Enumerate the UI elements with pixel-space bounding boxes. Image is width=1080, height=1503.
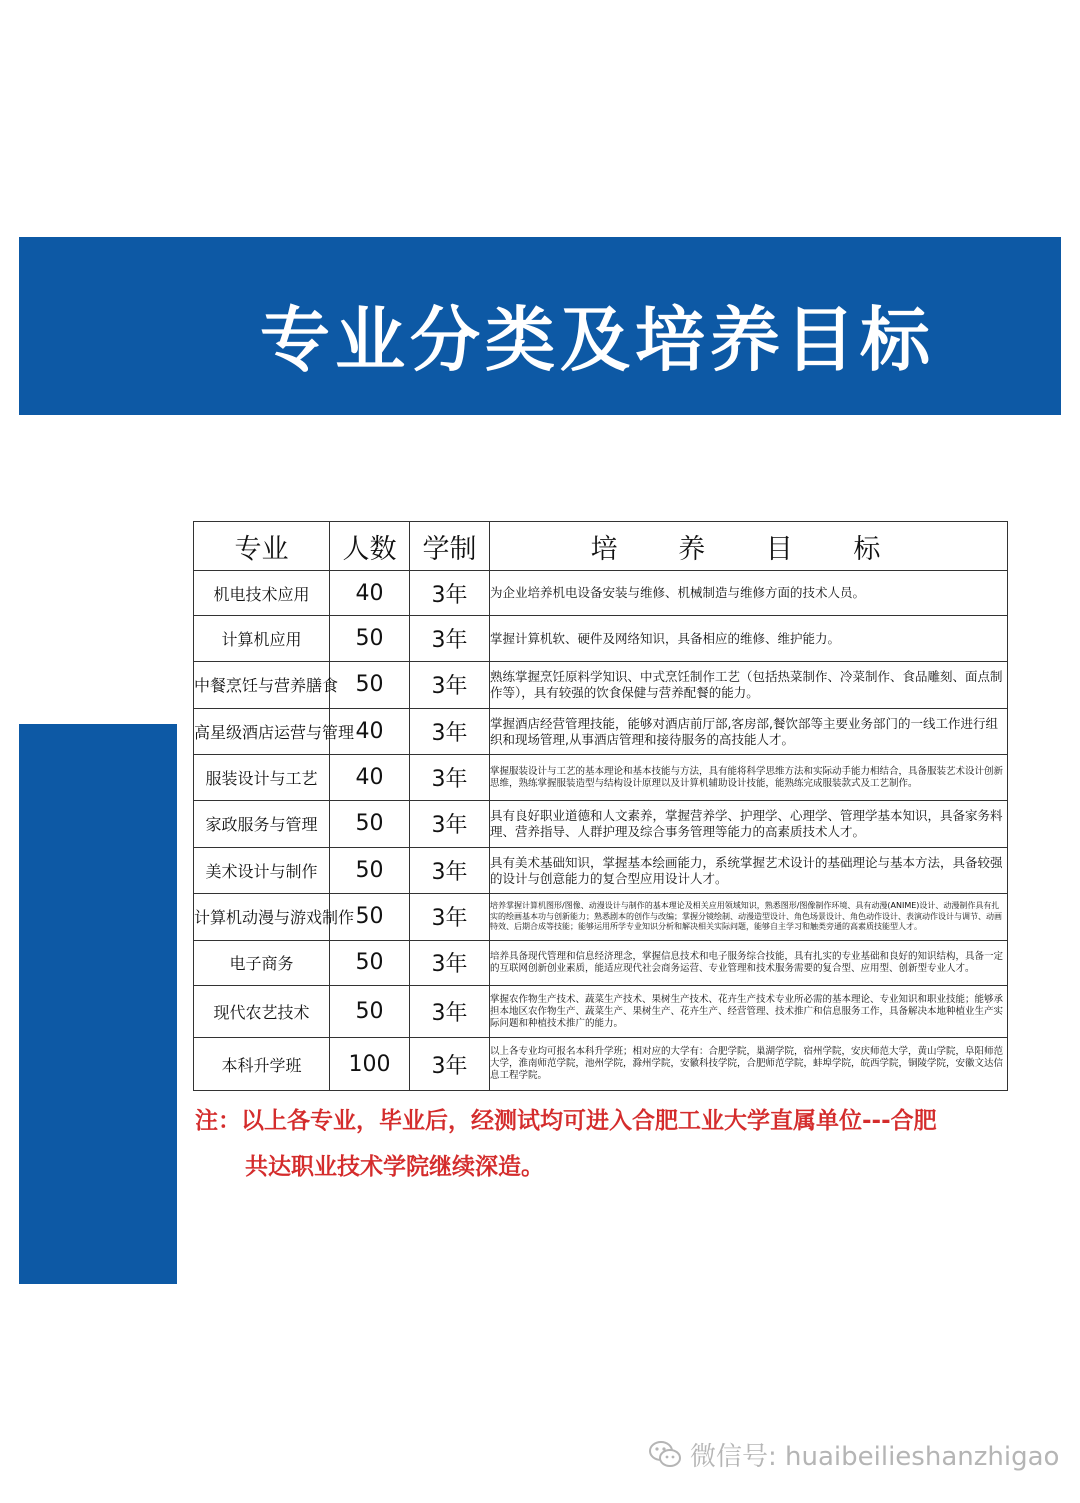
training-goal: 掌握服装设计与工艺的基本理论和基本技能与方法，具有能将科学思维方法和实际动手能力相结合，具备服装艺术设计创新思维，熟练掌握服装造型与结构设计原理以及计算机辅助设计技能，能熟练完成服装款式及工艺制作。 (490, 755, 1008, 800)
major-name: 计算机动漫与游戏制作 (194, 894, 330, 940)
study-years: 3年 (410, 571, 490, 616)
table-row (194, 800, 1008, 847)
training-goal: 掌握计算机软、硬件及网络知识，具备相应的维修、维护能力。 (490, 616, 1008, 661)
study-years: 3年 (410, 661, 490, 708)
student-count: 50 (330, 894, 410, 940)
study-years: 3年 (410, 708, 490, 755)
wechat-icon (648, 1439, 682, 1469)
study-years: 3年 (410, 616, 490, 661)
table-row (194, 708, 1008, 755)
major-name: 计算机应用 (194, 616, 330, 661)
major-name: 高星级酒店运营与管理 (194, 708, 330, 755)
header-major: 专业 (194, 522, 330, 571)
training-goal: 具有良好职业道德和人文素养，掌握营养学、护理学、心理学、管理学基本知识，具备家务料理、营养指导、人群护理及综合事务管理等能力的高素质技术人才。 (490, 800, 1008, 847)
table-row (194, 940, 1008, 985)
training-goal: 熟练掌握烹饪原料学知识、中式烹饪制作工艺（包括热菜制作、冷菜制作、食品雕刻、面点制作等），具有较强的饮食保健与营养配餐的能力。 (490, 661, 1008, 708)
major-name: 家政服务与管理 (194, 800, 330, 847)
page-title: 专业分类及培养目标 (260, 299, 935, 381)
training-goal: 具有美术基础知识，掌握基本绘画能力，系统掌握艺术设计的基础理论与基本方法，具备较强的设计与创意能力的复合型应用设计人才。 (490, 847, 1008, 894)
table-row (194, 755, 1008, 800)
study-years: 3年 (410, 1038, 490, 1091)
training-goal: 以上各专业均可报名本科升学班；相对应的大学有：合肥学院，巢湖学院，宿州学院，安庆师范大学，黄山学院，阜阳师范大学，淮南师范学院，池州学院，滁州学院，安徽科技学院，合肥师范学院，蚌埠学院，皖西学院，铜陵学院，安徽文达信息工程学院。 (490, 1038, 1008, 1091)
training-goal: 培养具备现代管理和信息经济理念，掌握信息技术和电子服务综合技能，具有扎实的专业基础和良好的知识结构，具备一定的互联网创新创业素质，能适应现代社会商务运营、专业管理和技术服务需要的复合型、应用型、创新型专业人才。 (490, 940, 1008, 985)
table-row (194, 616, 1008, 661)
student-count: 50 (330, 800, 410, 847)
major-name: 美术设计与制作 (194, 847, 330, 894)
student-count: 40 (330, 755, 410, 800)
training-goal: 掌握酒店经营管理技能，能够对酒店前厅部,客房部,餐饮部等主要业务部门的一线工作进行组织和现场管理,从事酒店管理和接待服务的高技能人才。 (490, 708, 1008, 755)
student-count: 50 (330, 940, 410, 985)
major-name: 中餐烹饪与营养膳食 (194, 661, 330, 708)
student-count: 40 (330, 708, 410, 755)
student-count: 50 (330, 985, 410, 1037)
watermark (648, 1434, 1059, 1474)
side-decoration-block (19, 724, 177, 1284)
table-row (194, 661, 1008, 708)
major-name: 本科升学班 (194, 1038, 330, 1091)
student-count: 50 (330, 661, 410, 708)
major-name: 服装设计与工艺 (194, 755, 330, 800)
training-goal: 为企业培养机电设备安装与维修、机械制造与维修方面的技术人员。 (490, 571, 1008, 616)
study-years: 3年 (410, 847, 490, 894)
footnote-line: 注：以上各专业，毕业后，经测试均可进入合肥工业大学直属单位---合肥 (195, 1108, 937, 1134)
study-years: 3年 (410, 985, 490, 1037)
table-row (194, 571, 1008, 616)
student-count: 100 (330, 1038, 410, 1091)
header-years: 学制 (410, 522, 490, 571)
student-count: 40 (330, 571, 410, 616)
table-row (194, 847, 1008, 894)
study-years: 3年 (410, 940, 490, 985)
header-count: 人数 (330, 522, 410, 571)
student-count: 50 (330, 847, 410, 894)
footnote (195, 1098, 1045, 1190)
table-header-row (194, 522, 1008, 571)
study-years: 3年 (410, 800, 490, 847)
study-years: 3年 (410, 755, 490, 800)
table-row (194, 1038, 1008, 1091)
training-goal: 培养掌握计算机图形/图像、动漫设计与制作的基本理论及相关应用领域知识，熟悉图形/图像制作环境、具有动漫(ANIME)设计、动漫制作具有扎实的绘画基本功与创新能力；熟悉剧本的创作与改编；掌握分镜绘制、动漫造型设计、角色场景设计、角色动作设计、表演动作设计与调节、动画特效、后期合成等技能；能够运用所学专业知识分析和解决相关实际问题，能够自主学习和触类旁通的高素质技能型人才。 (490, 894, 1008, 940)
training-goal: 掌握农作物生产技术、蔬菜生产技术、果树生产技术、花卉生产技术专业所必需的基本理论、专业知识和职业技能；能够承担本地区农作物生产、蔬菜生产、果树生产、花卉生产、经营管理、技术推广和信息服务工作，具备解决本地种植业生产实际问题和种植技术推广的能力。 (490, 985, 1008, 1037)
watermark-text: 微信号: huaibeilieshanzhigao (690, 1441, 1060, 1472)
header-goal: 培 养 目 标 (490, 522, 1008, 571)
student-count: 50 (330, 616, 410, 661)
study-years: 3年 (410, 894, 490, 940)
table-row (194, 985, 1008, 1037)
major-name: 现代农艺技术 (194, 985, 330, 1037)
footnote-line: 共达职业技术学院继续深造。 (245, 1154, 544, 1180)
table-row (194, 894, 1008, 940)
major-name: 电子商务 (194, 940, 330, 985)
majors-table (193, 521, 1008, 1091)
major-name: 机电技术应用 (194, 571, 330, 616)
